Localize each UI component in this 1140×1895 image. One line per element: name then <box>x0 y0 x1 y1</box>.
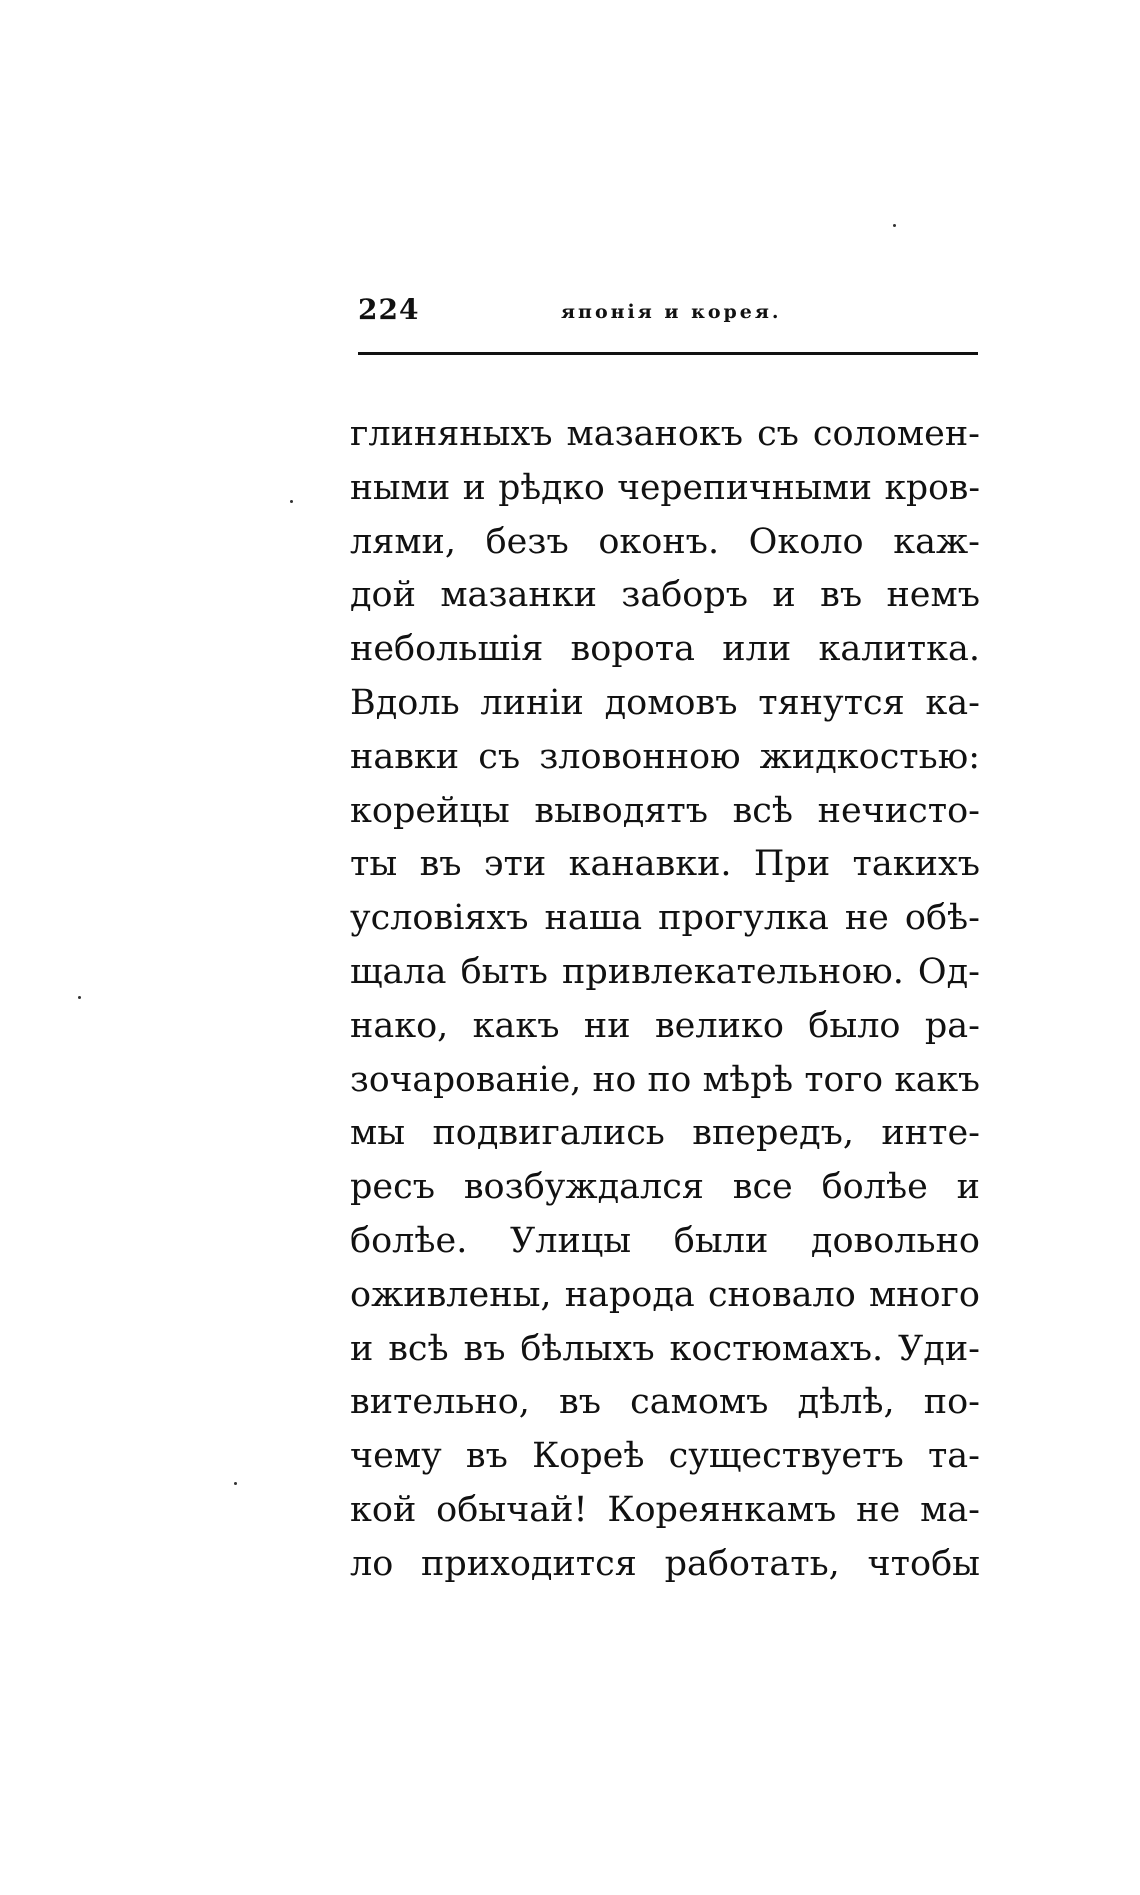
text-line: ными и рѣдко черепичными кров- <box>350 467 980 508</box>
text-line: болѣе. Улицы были довольно <box>350 1220 980 1261</box>
text-line: оживлены, народа сновало много <box>350 1274 980 1315</box>
print-speck <box>234 1482 237 1485</box>
text-line: кой обычай! Кореянкамъ не ма- <box>350 1489 980 1530</box>
page-header <box>358 290 978 330</box>
text-line: и всѣ въ бѣлыхъ костюмахъ. Уди- <box>350 1328 980 1369</box>
text-line: условіяхъ наша прогулка не обѣ- <box>350 898 980 939</box>
text-line: ло приходится работать, чтобы <box>350 1543 980 1584</box>
page-number: 224 <box>358 293 420 326</box>
text-line: лями, безъ оконъ. Около каж- <box>350 521 980 562</box>
text-line: Вдоль линіи домовъ тянутся ка- <box>350 682 980 723</box>
text-line: небольшія ворота или калитка. <box>350 629 980 670</box>
running-head: японія и корея. <box>561 301 782 323</box>
header-rule <box>358 352 978 355</box>
print-speck <box>78 996 81 999</box>
text-line: нако, какъ ни велико было ра- <box>350 1005 980 1046</box>
print-speck <box>290 500 293 503</box>
text-line: чему въ Кореѣ существуетъ та- <box>350 1436 980 1477</box>
text-line: корейцы выводятъ всѣ нечисто- <box>350 790 980 831</box>
text-line: мы подвигались впередъ, инте- <box>350 1113 980 1154</box>
text-line: навки съ зловонною жидкостью: <box>350 736 980 777</box>
print-speck <box>893 224 896 227</box>
body-text <box>350 408 980 1592</box>
text-line: вительно, въ самомъ дѣлѣ, по- <box>350 1382 980 1423</box>
text-line: зочарованіе, но по мѣрѣ того какъ <box>350 1059 980 1100</box>
text-line: ты въ эти канавки. При такихъ <box>350 844 980 885</box>
text-line: щала быть привлекательною. Од- <box>350 951 980 992</box>
text-line: ресъ возбуждался все болѣе и <box>350 1167 980 1208</box>
text-line: глиняныхъ мазанокъ съ соломен- <box>350 414 980 454</box>
text-line: дой мазанки заборъ и въ немъ <box>350 575 980 616</box>
